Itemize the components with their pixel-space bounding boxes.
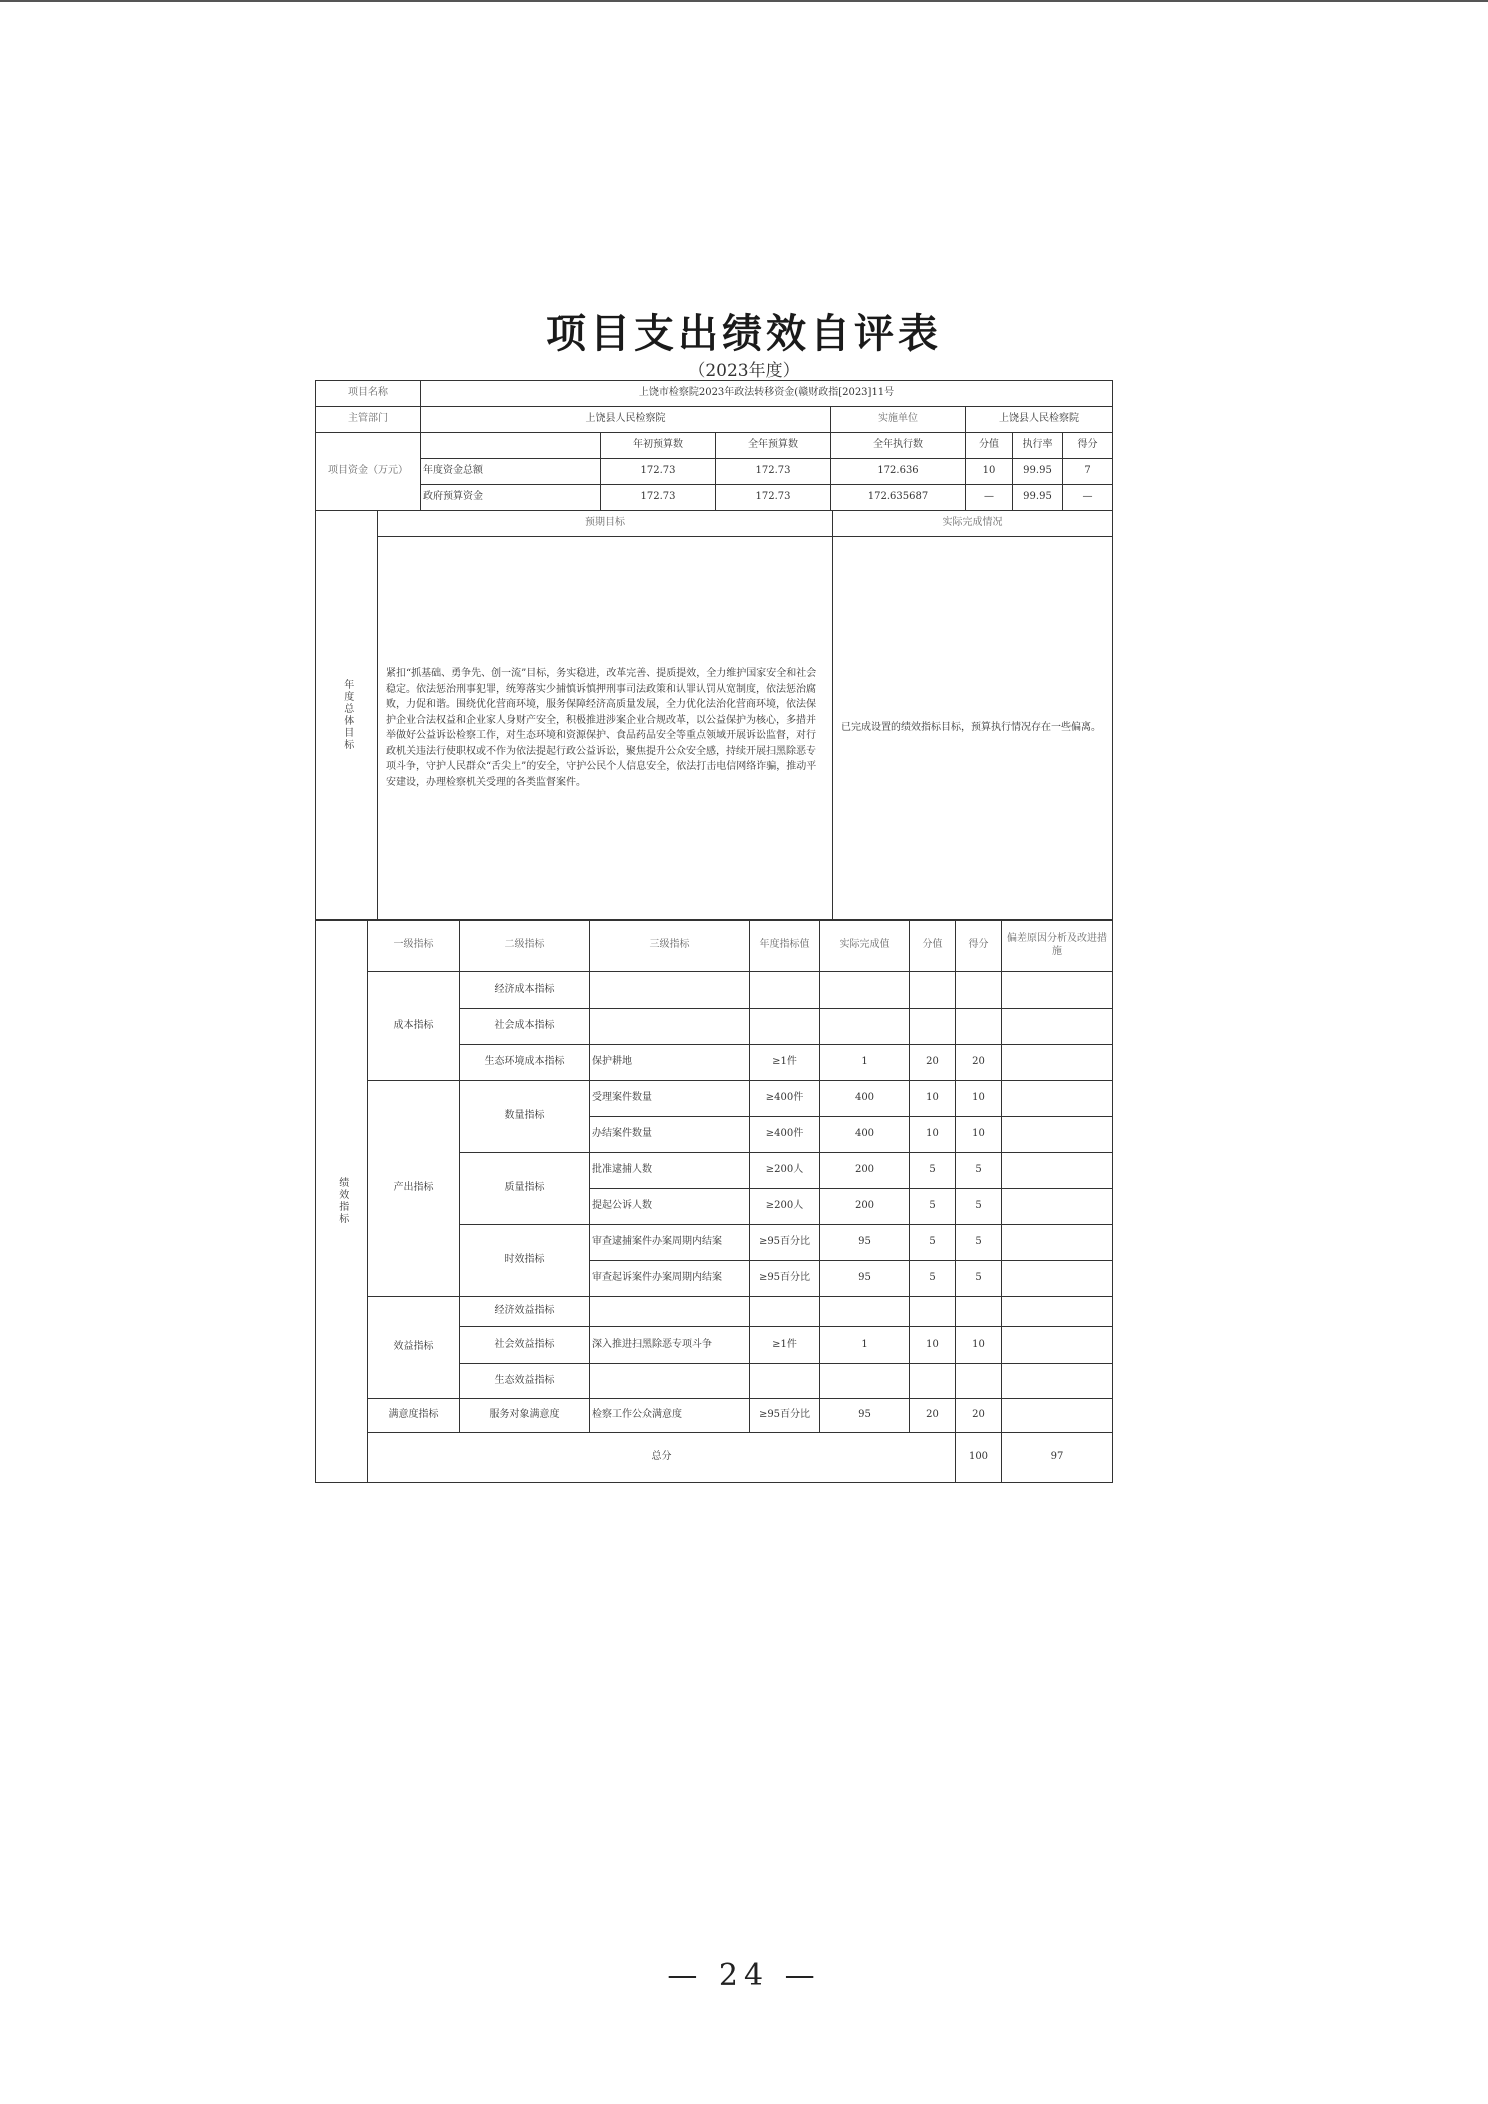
- indicator-l3: 审查逮捕案件办案周期内结案: [590, 1225, 750, 1261]
- funds-start: 172.73: [601, 459, 716, 485]
- indicator-actual: 95: [820, 1261, 910, 1297]
- annual-goals-side-label: 年度总体目标: [316, 510, 378, 920]
- indicator-target: ≥400件: [750, 1081, 820, 1117]
- scan-top-border: [0, 0, 1488, 2]
- funds-full: 172.73: [716, 485, 831, 511]
- indicator-score: [910, 1009, 956, 1045]
- header-reason: 偏差原因分析及改进措施: [1002, 920, 1113, 972]
- indicator-l3: 提起公诉人数: [590, 1189, 750, 1225]
- indicator-l1: 产出指标: [368, 1081, 460, 1297]
- indicator-row: [316, 1399, 1113, 1433]
- indicator-l2: 经济效益指标: [460, 1297, 590, 1327]
- impl-value: 上饶县人民检察院: [966, 407, 1113, 433]
- indicator-l3: [590, 972, 750, 1009]
- indicator-target: ≥1件: [750, 1045, 820, 1081]
- indicator-l1: 满意度指标: [368, 1399, 460, 1433]
- indicator-reason: [1002, 972, 1113, 1009]
- indicator-l3: [590, 1009, 750, 1045]
- indicator-l2: 经济成本指标: [460, 972, 590, 1009]
- funds-got: 7: [1063, 459, 1113, 485]
- indicator-actual: 95: [820, 1399, 910, 1433]
- col-budget-start: 年初预算数: [601, 433, 716, 459]
- indicator-score: 20: [910, 1045, 956, 1081]
- indicator-score: 5: [910, 1189, 956, 1225]
- indicator-actual: 400: [820, 1117, 910, 1153]
- indicator-l1: 效益指标: [368, 1297, 460, 1399]
- indicator-l2: 时效指标: [460, 1225, 590, 1297]
- indicator-l3: 批准逮捕人数: [590, 1153, 750, 1189]
- indicator-got: 5: [956, 1189, 1002, 1225]
- indicator-l3: [590, 1364, 750, 1399]
- indicator-l1: 成本指标: [368, 972, 460, 1081]
- col-budget-full: 全年预算数: [716, 433, 831, 459]
- indicator-l3: 保护耕地: [590, 1045, 750, 1081]
- indicator-l3: [590, 1297, 750, 1327]
- project-name-value: 上饶市检察院2023年政法转移资金(赣财政指[2023]11号: [421, 381, 1113, 407]
- indicator-target: ≥400件: [750, 1117, 820, 1153]
- indicator-got: 10: [956, 1081, 1002, 1117]
- indicator-target: ≥95百分比: [750, 1261, 820, 1297]
- indicator-target: [750, 972, 820, 1009]
- indicator-score: 10: [910, 1327, 956, 1364]
- indicator-got: [956, 1364, 1002, 1399]
- funds-exec: 172.635687: [831, 485, 966, 511]
- indicator-target: [750, 1297, 820, 1327]
- indicators-side-label: 绩效指标: [316, 920, 368, 1483]
- indicator-l2: 生态效益指标: [460, 1364, 590, 1399]
- indicator-score: [910, 972, 956, 1009]
- indicator-actual: 400: [820, 1081, 910, 1117]
- indicator-l3: 检察工作公众满意度: [590, 1399, 750, 1433]
- header-l2: 二级指标: [460, 920, 590, 972]
- indicator-actual: 1: [820, 1045, 910, 1081]
- indicator-row: [316, 972, 1113, 1009]
- total-label: 总分: [368, 1433, 956, 1483]
- indicators-table: [315, 919, 1113, 1483]
- indicator-l2: 服务对象满意度: [460, 1399, 590, 1433]
- indicator-target: ≥200人: [750, 1189, 820, 1225]
- indicator-score: 20: [910, 1399, 956, 1433]
- indicator-l2: 质量指标: [460, 1153, 590, 1225]
- funds-row-label: 年度资金总额: [421, 459, 601, 485]
- indicator-actual: [820, 1297, 910, 1327]
- self-evaluation-sheet: [315, 380, 1112, 1483]
- indicator-reason: [1002, 1327, 1113, 1364]
- indicator-reason: [1002, 1297, 1113, 1327]
- indicator-reason: [1002, 1045, 1113, 1081]
- indicator-reason: [1002, 1081, 1113, 1117]
- funds-score: 10: [966, 459, 1013, 485]
- indicator-score: 5: [910, 1225, 956, 1261]
- indicator-got: 5: [956, 1261, 1002, 1297]
- funds-full: 172.73: [716, 459, 831, 485]
- indicator-actual: 200: [820, 1189, 910, 1225]
- header-target: 年度指标值: [750, 920, 820, 972]
- actual-result-header: 实际完成情况: [833, 510, 1113, 536]
- indicator-l3: 审查起诉案件办案周期内结案: [590, 1261, 750, 1297]
- dept-label: 主管部门: [316, 407, 421, 433]
- indicator-actual: [820, 1009, 910, 1045]
- indicator-l2: 社会成本指标: [460, 1009, 590, 1045]
- indicator-l2: 社会效益指标: [460, 1327, 590, 1364]
- funds-label: 项目资金（万元）: [316, 433, 421, 511]
- col-rate: 执行率: [1013, 433, 1063, 459]
- indicator-score: 10: [910, 1081, 956, 1117]
- indicator-actual: [820, 1364, 910, 1399]
- funds-score: —: [966, 485, 1013, 511]
- funds-row: [316, 485, 1113, 511]
- indicator-row: [316, 1081, 1113, 1117]
- header-score: 分值: [910, 920, 956, 972]
- indicator-score: 5: [910, 1261, 956, 1297]
- indicator-got: 5: [956, 1225, 1002, 1261]
- funds-header-blank: [421, 433, 601, 459]
- funds-rate: 99.95: [1013, 459, 1063, 485]
- header-actual: 实际完成值: [820, 920, 910, 972]
- indicator-actual: 95: [820, 1225, 910, 1261]
- expected-goal-header: 预期目标: [378, 510, 833, 536]
- indicator-got: 10: [956, 1327, 1002, 1364]
- impl-label: 实施单位: [831, 407, 966, 433]
- col-score: 分值: [966, 433, 1013, 459]
- page-number: — 24 —: [667, 1958, 821, 1993]
- indicator-got: 20: [956, 1045, 1002, 1081]
- indicator-l2: 数量指标: [460, 1081, 590, 1153]
- indicator-got: [956, 1009, 1002, 1045]
- document-year: （2023年度）: [688, 361, 800, 381]
- indicator-l2: 生态环境成本指标: [460, 1045, 590, 1081]
- header-l1: 一级指标: [368, 920, 460, 972]
- indicator-target: ≥95百分比: [750, 1399, 820, 1433]
- annual-goals-table: [315, 510, 1113, 921]
- indicator-score: [910, 1364, 956, 1399]
- project-info-table: [315, 380, 1113, 511]
- indicator-got: [956, 1297, 1002, 1327]
- indicator-reason: [1002, 1153, 1113, 1189]
- funds-row: [316, 459, 1113, 485]
- indicator-reason: [1002, 1261, 1113, 1297]
- total-score: 100: [956, 1433, 1002, 1483]
- indicator-reason: [1002, 1399, 1113, 1433]
- indicator-reason: [1002, 1189, 1113, 1225]
- funds-rate: 99.95: [1013, 485, 1063, 511]
- actual-result-text: 已完成设置的绩效指标目标，预算执行情况存在一些偏离。: [833, 536, 1113, 920]
- total-row: [316, 1433, 1113, 1483]
- indicator-got: [956, 972, 1002, 1009]
- indicator-actual: 1: [820, 1327, 910, 1364]
- indicator-actual: [820, 972, 910, 1009]
- funds-got: —: [1063, 485, 1113, 511]
- indicator-got: 5: [956, 1153, 1002, 1189]
- funds-exec: 172.636: [831, 459, 966, 485]
- indicator-l3: 深入推进扫黑除恶专项斗争: [590, 1327, 750, 1364]
- project-name-label: 项目名称: [316, 381, 421, 407]
- indicator-l3: 办结案件数量: [590, 1117, 750, 1153]
- indicator-score: [910, 1297, 956, 1327]
- indicator-target: ≥200人: [750, 1153, 820, 1189]
- expected-goal-text: 紧扣“抓基础、勇争先、创一流”目标，务实稳进，改革完善、提质提效，全力维护国家安全和社会稳定。依法惩治刑事犯罪，统筹落实少捕慎诉慎押刑事司法政策和认罪认罚从宽制度，依法惩治腐败，力促和谐。围绕优化营商环境，服务保障经济高质量发展，全力优化法治化营商环境，依法保护企业合法权益和企业家人身财产安全，积极推进涉案企业合规改革，以公益保护为核心，多措并举做好公益诉讼检察工作，对生态环境和资源保护、食品药品安全等重点领域开展诉讼监督，对行政机关违法行使职权或不作为依法提起行政公益诉讼，聚焦提升公众安全感，持续开展扫黑除恶专项斗争，守护人民群众“舌尖上”的安全，守护公民个人信息安全，依法打击电信网络诈骗，推动平安建设，办理检察机关受理的各类监督案件。: [378, 536, 833, 920]
- indicator-target: [750, 1009, 820, 1045]
- col-got: 得分: [1063, 433, 1113, 459]
- indicator-row: [316, 1297, 1113, 1327]
- indicator-score: 10: [910, 1117, 956, 1153]
- document-title: 项目支出绩效自评表: [546, 310, 942, 357]
- header-l3: 三级指标: [590, 920, 750, 972]
- indicator-actual: 200: [820, 1153, 910, 1189]
- indicator-score: 5: [910, 1153, 956, 1189]
- dept-value: 上饶县人民检察院: [421, 407, 831, 433]
- indicator-reason: [1002, 1364, 1113, 1399]
- indicator-l3: 受理案件数量: [590, 1081, 750, 1117]
- indicator-target: ≥1件: [750, 1327, 820, 1364]
- indicator-target: ≥95百分比: [750, 1225, 820, 1261]
- total-got: 97: [1002, 1433, 1113, 1483]
- indicator-target: [750, 1364, 820, 1399]
- indicator-reason: [1002, 1009, 1113, 1045]
- indicator-reason: [1002, 1225, 1113, 1261]
- col-exec: 全年执行数: [831, 433, 966, 459]
- indicator-got: 10: [956, 1117, 1002, 1153]
- funds-start: 172.73: [601, 485, 716, 511]
- header-got: 得分: [956, 920, 1002, 972]
- indicator-reason: [1002, 1117, 1113, 1153]
- indicator-got: 20: [956, 1399, 1002, 1433]
- funds-row-label: 政府预算资金: [421, 485, 601, 511]
